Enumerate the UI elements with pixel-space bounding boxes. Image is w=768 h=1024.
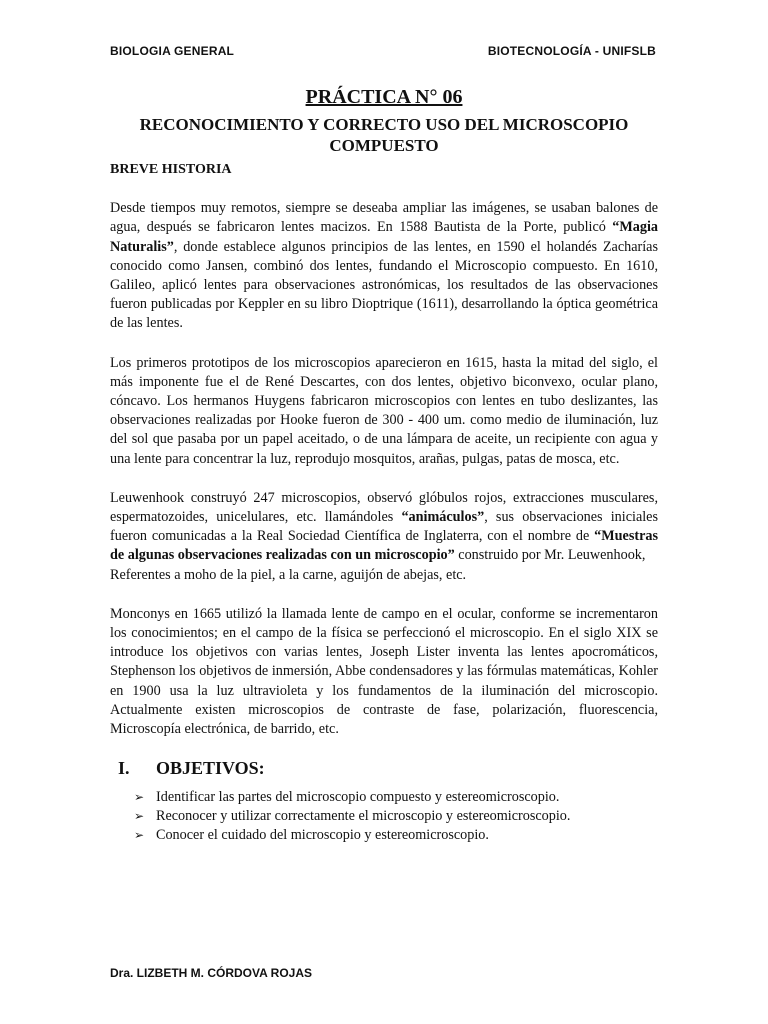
term-animaculos: “animáculos” <box>401 509 485 526</box>
text-run: construido por Mr. Leuwenhook, <box>454 547 646 564</box>
text-run: , sus observaciones iniciales fueron comunicadas a la Real Sociedad Científica de Inglaterra, con el nombre de <box>110 509 658 545</box>
paragraph-history-1 <box>110 199 658 333</box>
arrow-bullet-icon: ➢ <box>134 809 145 824</box>
body-content <box>110 160 658 845</box>
title-block <box>100 84 668 156</box>
arrow-bullet-icon: ➢ <box>134 828 145 843</box>
list-item <box>134 788 658 807</box>
objectives-heading <box>110 759 658 778</box>
objective-text: Conocer el cuidado del microscopio y estereomicroscopio. <box>156 827 489 844</box>
header-program: BIOTECNOLOGÍA - UNIFSLB <box>487 44 656 58</box>
objective-text: Identificar las partes del microscopio compuesto y estereomicroscopio. <box>156 789 560 806</box>
header-course: BIOLOGIA GENERAL <box>110 44 235 58</box>
arrow-bullet-icon: ➢ <box>134 790 145 805</box>
publication-title: “Muestras de algunas observaciones realizadas con un microscopio” <box>110 528 658 564</box>
practice-subtitle: RECONOCIMIENTO Y CORRECTO USO DEL MICROSCOPIO COMPUESTO <box>139 115 629 155</box>
footer-author: Dra. LIZBETH M. CÓRDOVA ROJAS <box>110 966 313 980</box>
book-title: “Magia Naturalis” <box>110 219 658 255</box>
section-heading: BREVE HISTORIA <box>110 162 232 177</box>
objectives-number: I. <box>118 758 130 779</box>
list-item <box>134 826 658 845</box>
practice-title: PRÁCTICA N° 06 <box>305 86 463 108</box>
list-item <box>134 807 658 826</box>
text-run: Referentes a moho de la piel, a la carne, aguijón de abejas, etc. <box>110 566 467 583</box>
paragraph-history-3 <box>110 489 658 585</box>
text-run: Desde tiempos muy remotos, siempre se deseaba ampliar las imágenes, se usaban balones de agua, después se fabricaron lentes macizos. En 1588 Bautista de la Porte, publicó <box>110 200 658 236</box>
objectives-list <box>110 788 658 845</box>
paragraph-history-2: Los primeros prototipos de los microscopios aparecieron en 1615, hasta la mitad del siglo, el más imponente fue el de René Descartes, con dos lentes, objetivo biconvexo, ocular plano, cóncavo. Los hermanos Huygens fabricaron microscopios con lentes en tubo deslizantes, las observaciones realizadas por Hooke fueron de 300 - 400 um. como medio de iluminación, luz del sol que pasaba por un papel aceitado, o de una lámpara de aceite, un recipiente con agua y una lente para concentrar la luz, reprodujo mosquitos, arañas, pulgas, patas de mosca, etc. <box>110 354 658 467</box>
text-run: , donde establece algunos principios de las lentes, en 1590 el holandés Zacharías conocido como Jansen, combinó dos lentes, fundando el Microscopio compuesto. En 1610, Galileo, aplicó lentes para observaciones astronómicas, los resultados de las observaciones fueron publicadas por Keppler en su libro Dioptrique (1611), desarrollando la óptica geométrica de las lentes. <box>110 238 658 332</box>
text-run: Leuwenhook construyó 247 microscopios, observó glóbulos rojos, extracciones musculares, espermatozoides, unicelulares, etc. llamándoles <box>110 489 658 526</box>
objectives-title: OBJETIVOS: <box>156 758 265 779</box>
objective-text: Reconocer y utilizar correctamente el microscopio y estereomicroscopio. <box>156 808 571 825</box>
paragraph-history-4: Monconys en 1665 utilizó la llamada lente de campo en el ocular, conforme se incrementaron los conocimientos; en el campo de la física se perfeccionó el microscopio. En el siglo XIX se introduce los objetivos con varias lentes, Joseph Lister inventa las lentes apocromáticos, Stephenson los objetivos de inmersión, Abbe condensadores y las fórmulas matemáticas, Kohler en 1900 usa la luz ultravioleta y los fundamentos de la iluminación del microscopio. Actualmente existen microscopios de contraste de fase, polarización, fluorescencia, Microscopía electrónica, de barrido, etc. <box>110 605 658 738</box>
